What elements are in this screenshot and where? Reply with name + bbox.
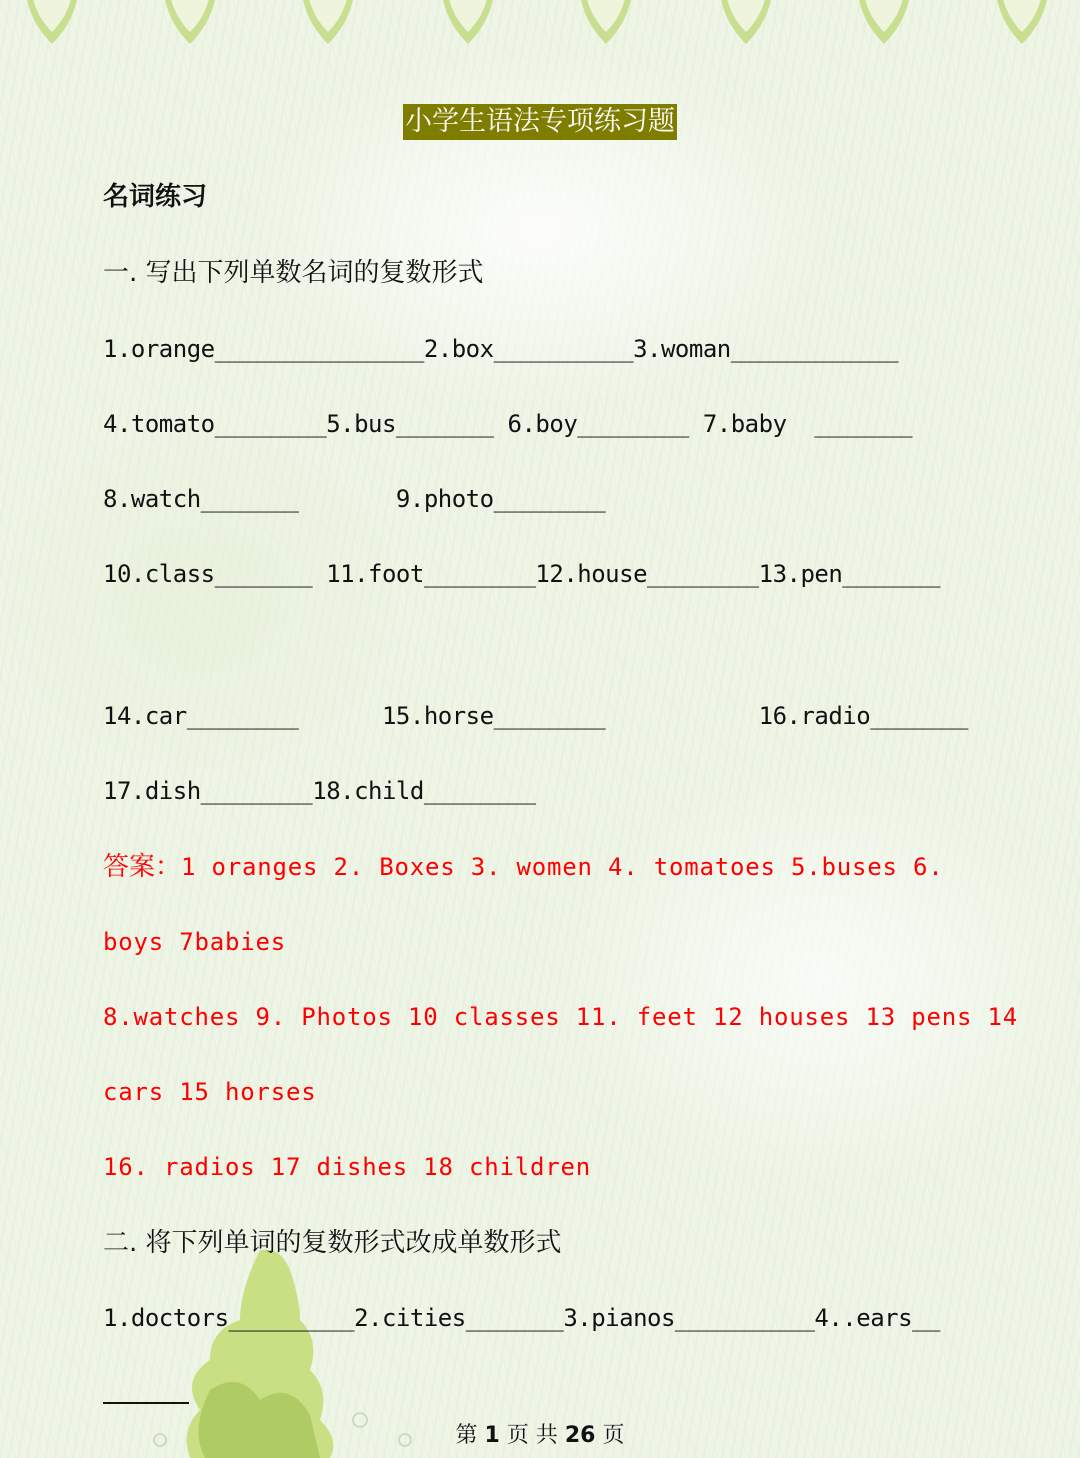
current-page-number: 1: [484, 1423, 500, 1448]
footer-middle: 页 共: [506, 1423, 558, 1448]
exercise-line: 4.tomato________5.bus_______ 6.boy________ 7.baby _______: [103, 410, 913, 438]
answer-line: 8.watches 9. Photos 10 classes 11. feet 12 houses 13 pens 14: [103, 1003, 1018, 1031]
leaf-icon: [162, 0, 218, 48]
leaf-icon: [24, 0, 80, 48]
answer-line: boys 7babies: [103, 928, 286, 956]
leaf-icon: [856, 0, 912, 48]
part1-heading: 一. 写出下列单数名词的复数形式: [103, 258, 484, 288]
exercise-line: 10.class_______ 11.foot________12.house________13.pen_______: [103, 560, 940, 588]
top-leaf-border: [0, 0, 1080, 50]
document-title: 小学生语法专项练习题: [403, 104, 677, 140]
leaf-icon: [718, 0, 774, 48]
leaf-icon: [440, 0, 496, 48]
title-container: [0, 104, 1080, 140]
exercise-line: 14.car________ 15.horse________ 16.radio_______: [103, 702, 968, 730]
leaf-icon: [994, 0, 1050, 48]
page-footer: [0, 1418, 1080, 1449]
answer-blank: [103, 1402, 189, 1404]
answer-label: 答案：: [103, 852, 182, 882]
part2-heading: 二. 将下列单词的复数形式改成单数形式: [103, 1228, 562, 1258]
leaf-icon: [300, 0, 356, 48]
answer-text: 1 oranges 2. Boxes 3. women 4. tomatoes 5.buses 6.: [181, 853, 944, 881]
exercise-line: 1.doctors_________2.cities_______3.pianos__________4..ears__: [103, 1304, 940, 1332]
footer-suffix: 页: [602, 1423, 625, 1448]
answer-line: cars 15 horses: [103, 1078, 317, 1106]
answer-line: 16. radios 17 dishes 18 children: [103, 1153, 591, 1181]
exercise-line: 8.watch_______ 9.photo________: [103, 485, 606, 513]
answer-line: [103, 852, 943, 882]
total-pages-number: 26: [564, 1423, 596, 1448]
exercise-line: 1.orange_______________2.box__________3.woman____________: [103, 335, 899, 363]
section-title: 名词练习: [103, 182, 208, 212]
footer-prefix: 第: [455, 1423, 478, 1448]
exercise-line: 17.dish________18.child________: [103, 777, 536, 805]
leaf-icon: [578, 0, 634, 48]
